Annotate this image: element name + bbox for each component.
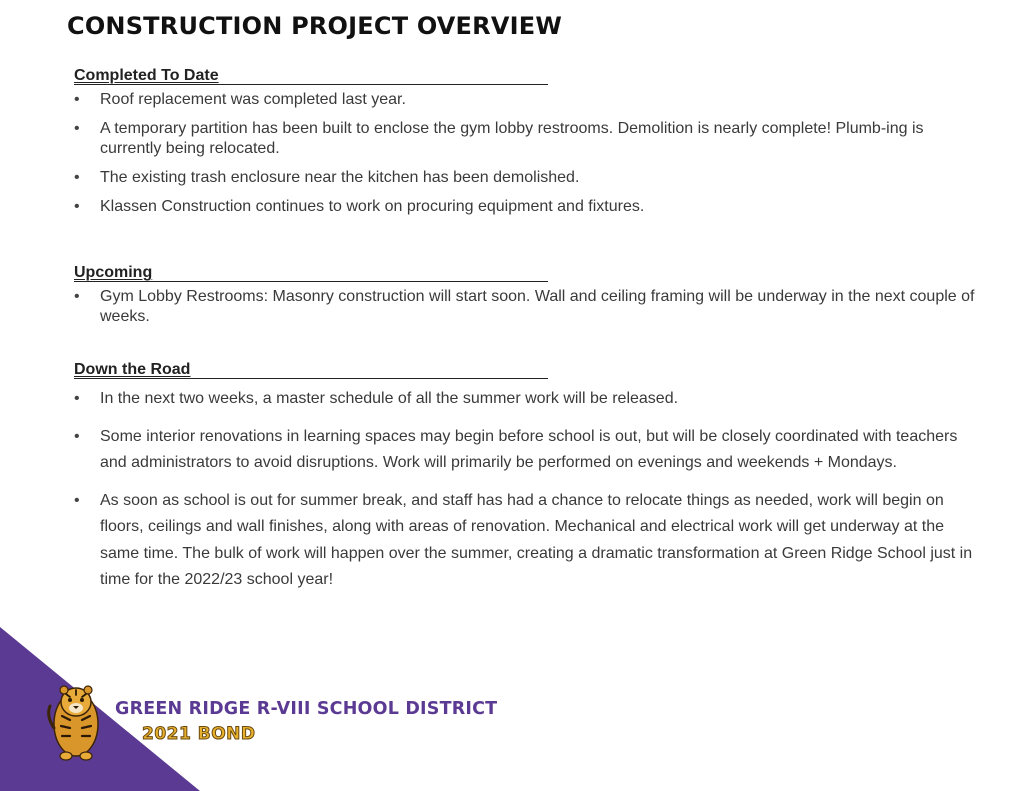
- bullet-list: [74, 287, 984, 327]
- page-title: CONSTRUCTION PROJECT OVERVIEW: [67, 12, 562, 40]
- list-item: [74, 119, 984, 159]
- list-item: [74, 90, 984, 110]
- bullet-icon: •: [74, 491, 80, 509]
- bullet-icon: •: [74, 288, 80, 305]
- list-item: [74, 168, 984, 188]
- tiger-mascot-icon: [42, 676, 110, 762]
- district-name: GREEN RIDGE R-VIII SCHOOL DISTRICT: [115, 699, 498, 719]
- section-heading: Upcoming: [74, 265, 548, 282]
- section-upcoming: [74, 265, 984, 336]
- section-completed-to-date: [74, 68, 984, 226]
- bullet-list: [74, 386, 984, 594]
- list-item-text: A temporary partition has been built to enclose the gym lobby restrooms. Demolition is nearly complete! Plumb-ing is currently being relocated.: [100, 120, 924, 157]
- list-item: [74, 488, 984, 594]
- list-item-text: As soon as school is out for summer break, and staff has had a chance to relocate things as needed, work will begin on floors, ceilings and wall finishes, along with areas of renovation. Mechanical and electrical work will get underway at the same time. The bulk of work will happen over the summer, creating a dramatic transformation at Green Ridge School just in time for the 2022/23 school year!: [100, 491, 973, 588]
- list-item: [74, 287, 984, 327]
- bullet-icon: •: [74, 120, 80, 137]
- bullet-icon: •: [74, 91, 80, 108]
- list-item: [74, 197, 984, 217]
- list-item-text: Klassen Construction continues to work on procuring equipment and fixtures.: [100, 198, 645, 215]
- bullet-icon: •: [74, 390, 80, 407]
- list-item-text: Gym Lobby Restrooms: Masonry construction will start soon. Wall and ceiling framing will be underway in the next couple of weeks.: [100, 288, 975, 325]
- list-item-text: Roof replacement was completed last year.: [100, 91, 406, 108]
- list-item-text: In the next two weeks, a master schedule of all the summer work will be released.: [100, 390, 679, 407]
- section-down-the-road: [74, 362, 984, 605]
- list-item: [74, 386, 984, 413]
- list-item-text: The existing trash enclosure near the kitchen has been demolished.: [100, 169, 580, 186]
- section-heading: Completed To Date: [74, 68, 548, 85]
- bullet-icon: •: [74, 169, 80, 186]
- list-item-text: Some interior renovations in learning spaces may begin before school is out, but will be closely coordinated with teachers and administrators to avoid disruptions. Work will primarily be performed on evenings and weekends + Mondays.: [100, 427, 958, 471]
- bond-label: 2021 BOND: [142, 724, 256, 744]
- bullet-icon: •: [74, 198, 80, 215]
- bullet-icon: •: [74, 427, 80, 445]
- list-item: [74, 424, 984, 477]
- section-heading: Down the Road: [74, 362, 548, 379]
- bullet-list: [74, 90, 984, 217]
